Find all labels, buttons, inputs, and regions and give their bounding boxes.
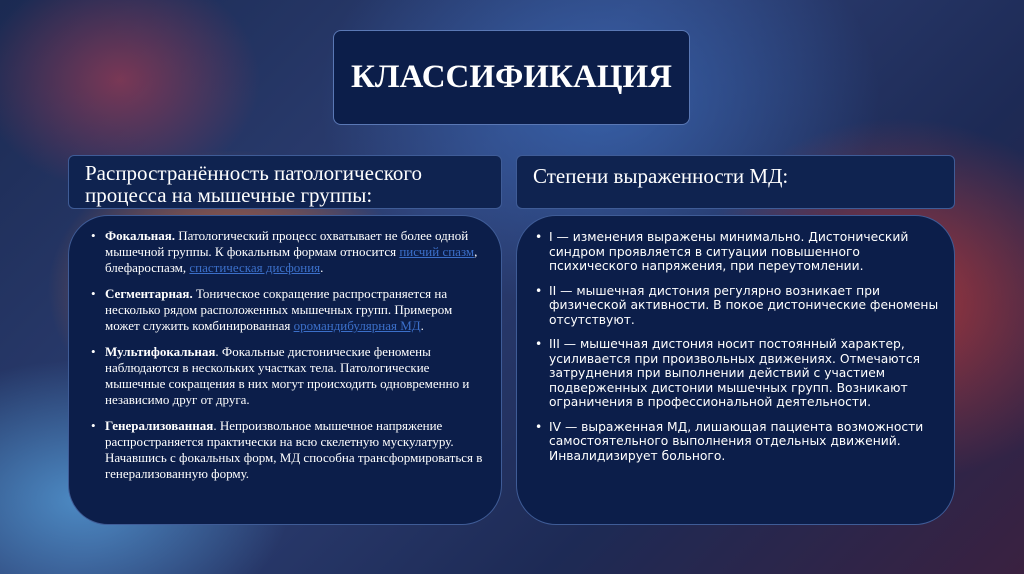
item-text: . <box>420 318 424 333</box>
item-text: . Непроизвольное мышечное напряжение распространяется практически на всю скелетную мускулатуру. Начавшись с фокальных форм, МД способна трансформироваться в генерализованную форму. <box>105 418 483 481</box>
link-oromandibular[interactable]: оромандибулярная МД <box>293 318 421 333</box>
item-text: Патологический процесс охватывает не более одной мышечной группы. К фокальным формам относится <box>105 228 469 259</box>
list-item: • I — изменения выражены минимально. Дистонический синдром проявляется в ситуации повышенного психического напряжения, при переутомлении. <box>549 230 940 274</box>
item-term: Генерализованная <box>105 418 214 433</box>
item-text: , блефароспазм, <box>105 244 478 275</box>
item-term: Сегментарная. <box>105 286 193 301</box>
link-spasticheskaya-disfoniya[interactable]: спастическая дисфония <box>189 260 321 275</box>
slide-title: КЛАССИФИКАЦИЯ <box>333 30 690 125</box>
list-item <box>105 228 487 276</box>
right-header: Степени выраженности МД: <box>516 155 955 209</box>
list-item <box>105 344 487 408</box>
right-content <box>516 215 955 525</box>
list-item: • II — мышечная дистония регулярно возникает при физической активности. В покое дистонические феномены отсутствуют. <box>549 284 940 328</box>
list-item: • III — мышечная дистония носит постоянный характер, усиливается при произвольных движениях. Отмечаются затруднения при выполнении действий с участием подверженных дистонии мышечных групп. Возникают ограничения в профессиональной деятельности. <box>549 337 940 410</box>
list-item <box>105 418 487 482</box>
item-term: Мультифокальная <box>105 344 216 359</box>
list-item <box>105 286 487 334</box>
item-text: . Фокальные дистонические феномены наблюдаются в нескольких участках тела. Патологические мышечные сокращения в них могут происходить одновременно и независимо друг от друга. <box>105 344 470 407</box>
left-content <box>68 215 502 525</box>
left-header: Распространённость патологического процесса на мышечные группы: <box>68 155 502 209</box>
item-text: . <box>320 260 324 275</box>
list-item: • IV — выраженная МД, лишающая пациента возможности самостоятельного выполнения отдельных движений. Инвалидизирует больного. <box>549 420 940 464</box>
item-term: Фокальная. <box>105 228 176 243</box>
link-pischiy-spazm[interactable]: писчий спазм <box>399 244 475 259</box>
item-text: Тоническое сокращение распространяется на несколько рядом расположенных мышечных групп. Примером может служить комбинированная <box>105 286 453 333</box>
